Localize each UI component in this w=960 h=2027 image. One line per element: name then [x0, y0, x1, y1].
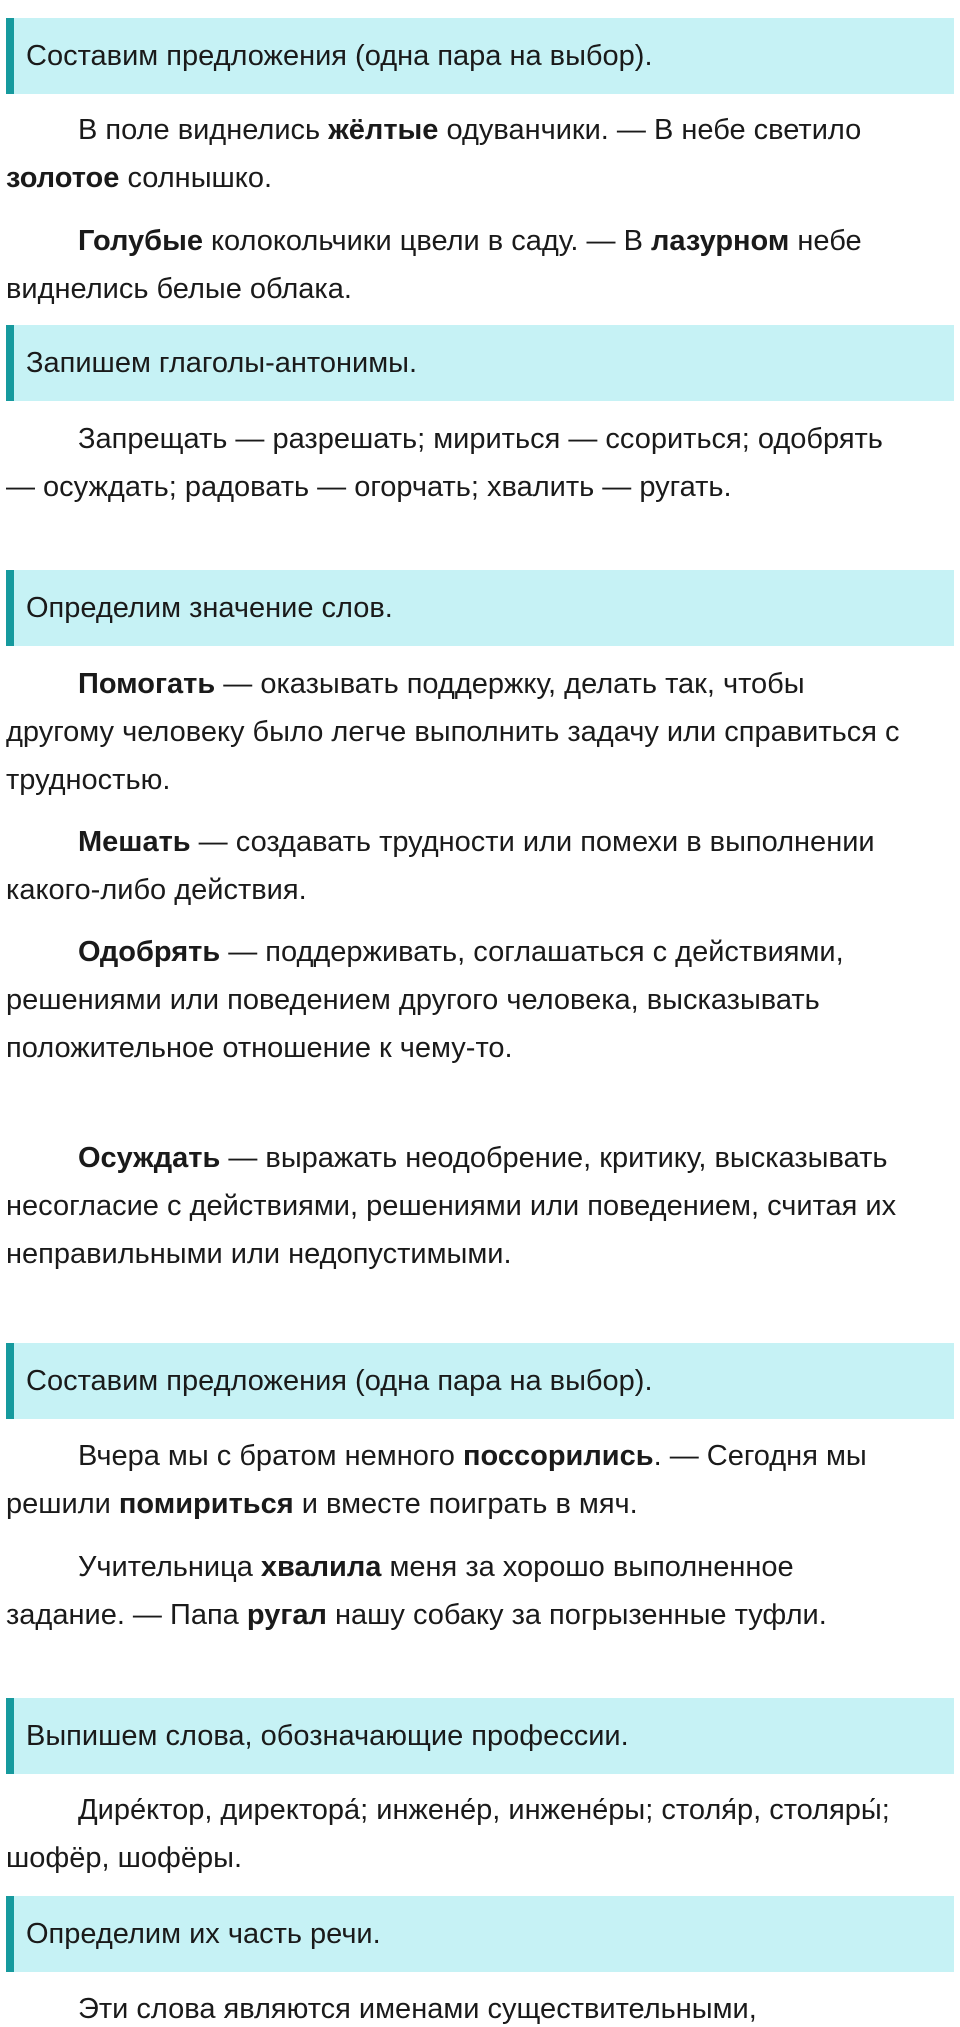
paragraph: Одобрять — поддерживать, соглашаться с действиями, решениями или поведением другого человека, высказывать положительное отношение к чему-то. — [6, 936, 844, 1064]
section-header: Определим значение слов. — [6, 570, 954, 646]
paragraph: Учительница хвалила меня за хорошо выполненное задание. — Папа ругал нашу собаку за погрызенные туфли. — [6, 1551, 827, 1631]
paragraph: Эти слова являются именами существительными, — [78, 1993, 757, 2025]
paragraph: Дире́ктор, директора́; инжене́р, инжене́ры; столя́р, столяры́; шофёр, шофёры. — [6, 1794, 890, 1874]
paragraph: Помогать — оказывать поддержку, делать так, чтобы другому человеку было легче выполнить задачу или справиться с трудностью. — [6, 668, 900, 796]
section-header: Запишем глаголы-антонимы. — [6, 325, 954, 401]
section-header: Определим их часть речи. — [6, 1896, 954, 1972]
section-header: Выпишем слова, обозначающие профессии. — [6, 1698, 954, 1774]
paragraph: В поле виднелись жёлтые одуванчики. — В небе светило золотое солнышко. — [6, 114, 862, 194]
paragraph: Осуждать — выражать неодобрение, критику, высказывать несогласие с действиями, решениями или поведением, считая их неправильными или недопустимыми. — [6, 1142, 897, 1270]
paragraph: Запрещать — разрешать; мириться — ссориться; одобрять — осуждать; радовать — огорчать; хвалить — ругать. — [6, 423, 883, 503]
section-header: Составим предложения (одна пара на выбор). — [6, 18, 954, 94]
paragraph: Вчера мы с братом немного поссорились. — Сегодня мы решили помириться и вместе поиграть в мяч. — [6, 1440, 867, 1520]
paragraph: Голубые колокольчики цвели в саду. — В лазурном небе виднелись белые облака. — [6, 225, 862, 305]
section-header: Составим предложения (одна пара на выбор). — [6, 1343, 954, 1419]
paragraph: Мешать — создавать трудности или помехи в выполнении какого-либо действия. — [6, 826, 875, 906]
